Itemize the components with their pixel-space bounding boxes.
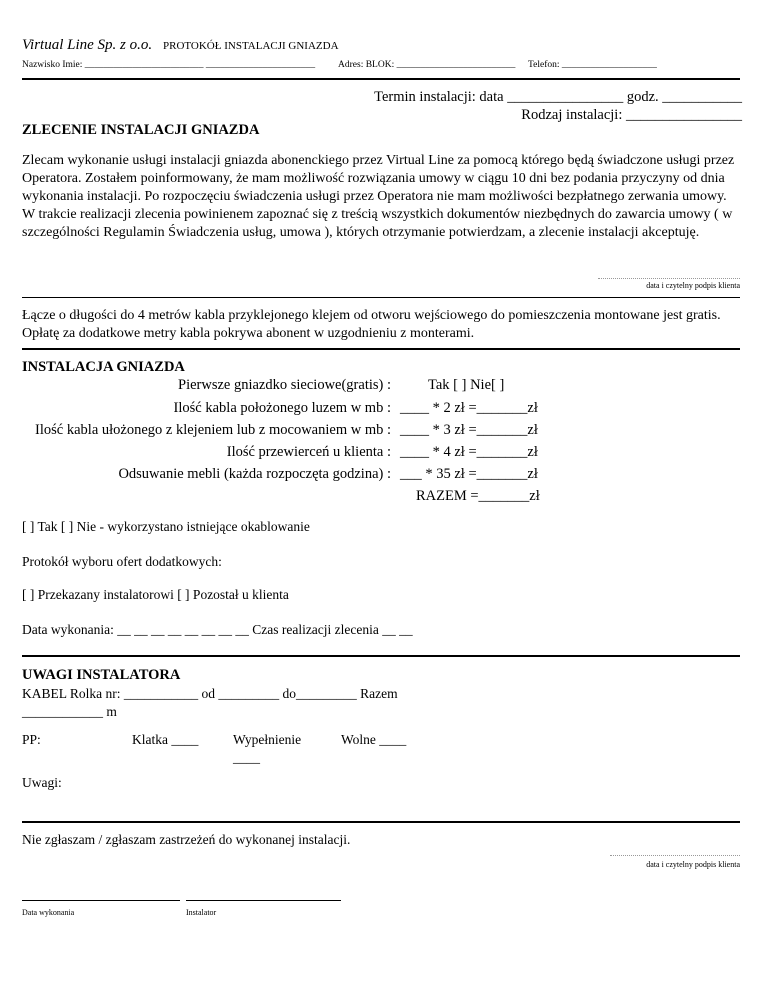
- order-heading: ZLECENIE INSTALACJI GNIAZDA: [22, 122, 260, 138]
- installation-type-field[interactable]: Rodzaj instalacji: ________________: [521, 107, 742, 123]
- installer-signature-line[interactable]: [186, 900, 341, 901]
- address-field[interactable]: Adres: BLOK: _________________________: [338, 60, 516, 70]
- row-drilling-label: Ilość przewierceń u klienta :: [226, 444, 391, 460]
- cable-note-line2: Opłatę za dodatkowe metry kabla pokrywa abonent w uzgodnieniu z monterami.: [22, 326, 475, 341]
- installation-heading: INSTALACJA GNIAZDA: [22, 359, 185, 375]
- filling-label: Wypełnienie: [233, 732, 302, 747]
- complaint-statement: Nie zgłaszam / zgłaszam zastrzeżeń do wykonanej instalacji.: [22, 832, 351, 847]
- row-first-socket-value[interactable]: Tak [ ] Nie[ ]: [428, 377, 505, 393]
- completion-date-line[interactable]: [22, 900, 180, 901]
- row-first-socket-label: Pierwsze gniazdko sieciowe(gratis) :: [178, 377, 391, 393]
- installer-notes-heading: UWAGI INSTALATORA: [22, 667, 181, 683]
- cable-note-line1: Łącze o długości do 4 metrów kabla przyklejonego klejem od otworu wejściowego do pomieszczenia montowane jest gratis.: [22, 308, 721, 323]
- header-divider: [22, 78, 740, 80]
- row-furniture-label: Odsuwanie mebli (każda rozpoczęta godzina) :: [118, 466, 391, 482]
- total-value[interactable]: RAZEM =_______zł: [416, 488, 540, 504]
- handover-checkbox[interactable]: [ ] Przekazany instalatorowi [ ] Pozostał u klienta: [22, 587, 289, 602]
- installation-divider: [22, 655, 740, 657]
- footer-signature-caption: data i czytelny podpis klienta: [646, 860, 740, 869]
- free-field[interactable]: Wolne ____: [341, 732, 407, 747]
- row-loose-cable-label: Ilość kabla położonego luzem w mb :: [173, 400, 391, 416]
- footer-client-signature-line[interactable]: [610, 855, 740, 856]
- cable-note-divider: [22, 348, 740, 350]
- installation-term-field[interactable]: Termin instalacji: data ________________ godz. ___________: [374, 89, 742, 105]
- row-glued-cable-value[interactable]: ____ * 3 zł =_______zł: [400, 422, 538, 438]
- cable-roll-field[interactable]: KABEL Rolka nr: ___________ od _________ do_________ Razem: [22, 686, 398, 701]
- completion-date-caption: Data wykonania: [22, 908, 75, 917]
- existing-cabling-checkbox[interactable]: [ ] Tak [ ] Nie - wykorzystano istniejące okablowanie: [22, 519, 310, 534]
- row-furniture-value[interactable]: ___ * 35 zł =_______zł: [400, 466, 538, 482]
- row-drilling-value[interactable]: ____ * 4 zł =_______zł: [400, 444, 538, 460]
- staircase-field[interactable]: Klatka ____: [132, 732, 199, 747]
- pp-field[interactable]: PP:: [22, 732, 41, 747]
- phone-field[interactable]: Telefon: ____________________: [528, 60, 657, 70]
- name-field[interactable]: Nazwisko Imie: _________________________ _______________________: [22, 60, 316, 70]
- client-signature-caption: data i czytelny podpis klienta: [646, 281, 740, 290]
- row-loose-cable-value[interactable]: ____ * 2 zł =_______zł: [400, 400, 538, 416]
- offers-protocol-label: Protokół wyboru ofert dodatkowych:: [22, 554, 222, 569]
- remarks-label: Uwagi:: [22, 775, 62, 790]
- order-body: Zlecam wykonanie usługi instalacji gniazda abonenckiego przez Virtual Line za pomocą którego będą świadczone usługi przez Operatora. Zostałem poinformowany, że mam możliwość rozwiązania umowy w ciągu 10 dni bez podania przyczyny od dnia wykonania instalacji. Po rozpoczęciu świadczenia usługi przez Operatora nie mam możliwości bezpłatnego zerwania umowy. W trakcie realizacji zlecenia powinienem zapoznać się z treścią wszystkich dokumentów niezbędnych do zawarcia umowy ( w szczególności Regulamin Świadczenia usług, umowa ), których otrzymanie potwierdzam, a zlecenie instalacji akceptuję.: [22, 153, 735, 240]
- cable-meters-field[interactable]: ____________ m: [22, 704, 117, 719]
- installer-notes-divider: [22, 821, 740, 823]
- completion-fields[interactable]: Data wykonania: __ __ __ __ __ __ __ __ Czas realizacji zlecenia __ __: [22, 622, 413, 637]
- company-name: Virtual Line Sp. z o.o.: [22, 37, 153, 53]
- client-signature-line[interactable]: [598, 278, 740, 279]
- filling-field[interactable]: ____: [233, 750, 260, 765]
- row-glued-cable-label: Ilość kabla ułożonego z klejeniem lub z mocowaniem w mb :: [35, 422, 391, 438]
- order-divider: [22, 297, 740, 298]
- installer-caption: Instalator: [186, 908, 217, 917]
- document-title: PROTOKÓŁ INSTALACJI GNIAZDA: [163, 40, 339, 52]
